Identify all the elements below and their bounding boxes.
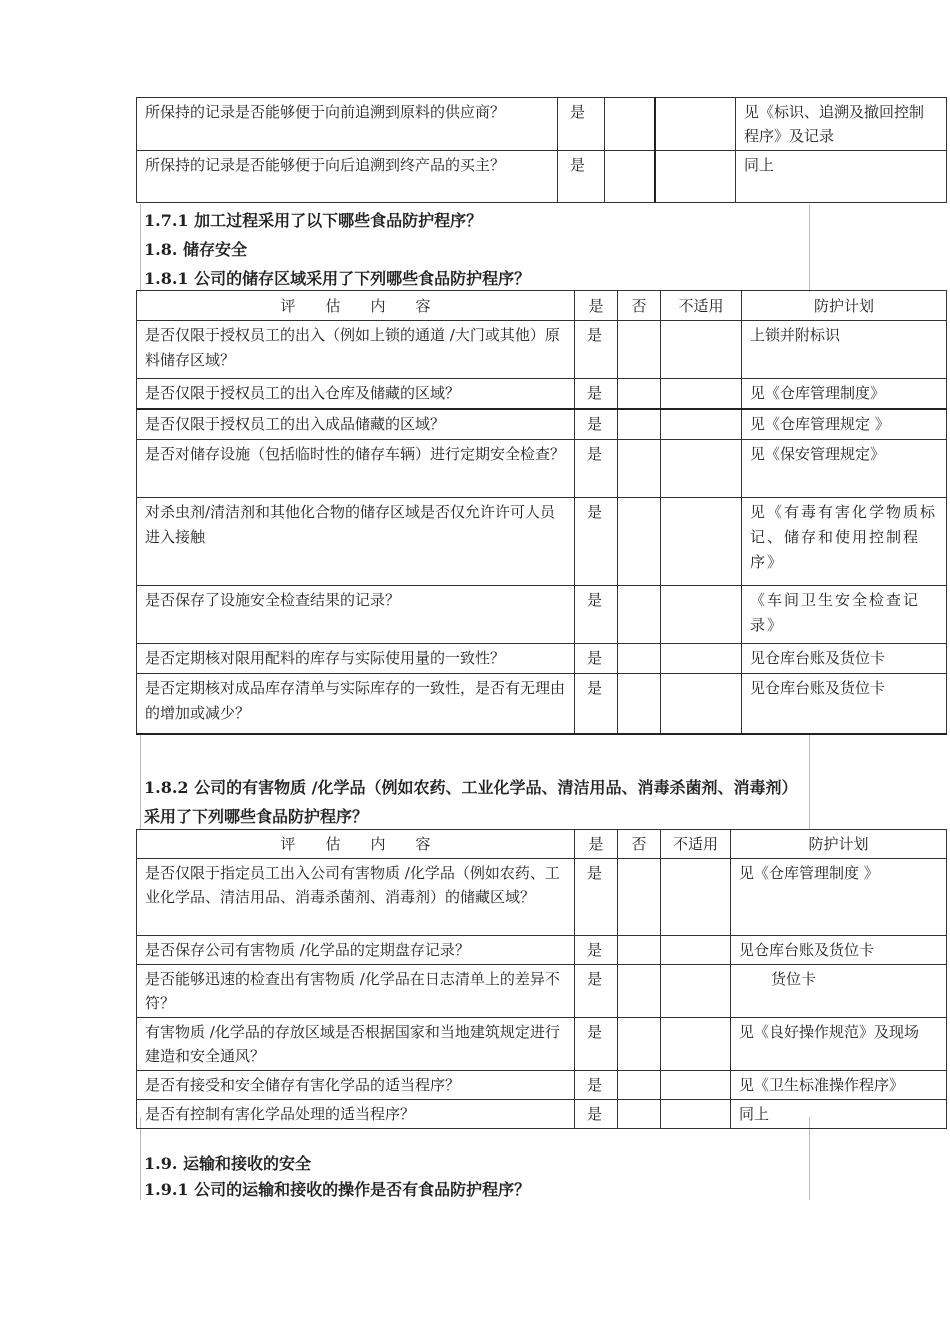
yes-cell: 是 <box>575 409 618 440</box>
no-cell <box>618 409 661 440</box>
heading-1-9-1: 1.9.1 公司的运输和接收的操作是否有食品防护程序？ <box>144 1180 531 1199</box>
hazardous-materials-table <box>136 829 947 1129</box>
no-cell <box>618 379 661 410</box>
heading-1-8-2: 1.8.2 公司的有害物质 /化学品（例如农药、工业化学品、清洁用品、消毒杀菌剂、消毒剂）采用了下列哪些食品防护程序？ <box>144 778 798 826</box>
content-cell: 是否能够迅速的检查出有害物质 /化学品在日志清单上的差异不符？ <box>137 965 575 1018</box>
no-cell <box>618 1100 661 1129</box>
yes-cell: 是 <box>575 1100 618 1129</box>
yes-cell: 是 <box>575 440 618 498</box>
na-cell <box>655 98 736 151</box>
na-cell <box>661 1100 731 1129</box>
content-cell: 是否保存公司有害物质 /化学品的定期盘存记录？ <box>137 936 575 965</box>
content-cell: 是否保存了设施安全检查结果的记录？ <box>137 586 575 644</box>
no-cell <box>618 586 661 644</box>
no-cell <box>618 644 661 674</box>
no-cell <box>618 1018 661 1071</box>
table-row <box>137 498 947 586</box>
plan-cell: 见《仓库管理规定 》 <box>742 409 947 440</box>
na-cell <box>661 965 731 1018</box>
plan-cell: 见《良好操作规范》及现场 <box>731 1018 947 1071</box>
yes-cell: 是 <box>575 498 618 586</box>
no-cell <box>618 859 661 936</box>
plan-cell: 见《仓库管理制度》 <box>742 379 947 410</box>
content-cell: 是否定期核对成品库存清单与实际库存的一致性，是否有无理由的增加或减少？ <box>137 674 575 734</box>
plan-cell: 见《标识、追溯及撤回控制程序》及记录 <box>736 98 947 151</box>
table-row <box>137 98 947 151</box>
no-cell <box>605 98 655 151</box>
header-no: 否 <box>618 291 661 321</box>
na-cell <box>661 440 742 498</box>
yes-cell: 是 <box>575 586 618 644</box>
table-row <box>137 644 947 674</box>
header-yes: 是 <box>575 830 618 859</box>
yes-cell: 是 <box>575 674 618 734</box>
table-row <box>137 409 947 440</box>
table-row <box>137 965 947 1018</box>
table-row <box>137 1100 947 1129</box>
na-cell <box>661 644 742 674</box>
na-cell <box>661 379 742 410</box>
no-cell <box>618 1071 661 1100</box>
header-plan: 防护计划 <box>731 830 947 859</box>
no-cell <box>605 151 655 203</box>
header-no: 否 <box>618 830 661 859</box>
content-cell: 是否仅限于指定员工出入公司有害物质 /化学品（例如农药、工业化学品、清洁用品、消毒杀菌剂、消毒剂）的储藏区域？ <box>137 859 575 936</box>
heading-1-8: 1.8. 储存安全 <box>144 240 247 259</box>
table-row <box>137 936 947 965</box>
table-row <box>137 674 947 734</box>
yes-cell: 是 <box>575 1018 618 1071</box>
header-yes: 是 <box>575 291 618 321</box>
table-row <box>137 379 947 410</box>
plan-cell: 同上 <box>736 151 947 203</box>
yes-cell: 是 <box>575 321 618 379</box>
plan-cell: 见仓库台账及货位卡 <box>731 936 947 965</box>
yes-cell: 是 <box>575 859 618 936</box>
plan-cell: 货位卡 <box>731 965 947 1018</box>
table-header-row <box>137 291 947 321</box>
content-cell: 是否仅限于授权员工的出入成品储藏的区域？ <box>137 409 575 440</box>
content-cell: 所保持的记录是否能够便于向后追溯到终产品的买主？ <box>137 151 558 203</box>
plan-cell: 见《有毒有害化学物质标记、储存和使用控制程序》 <box>742 498 947 586</box>
table-row <box>137 859 947 936</box>
yes-cell: 是 <box>575 644 618 674</box>
yes-cell: 是 <box>575 1071 618 1100</box>
table-row <box>137 586 947 644</box>
no-cell <box>618 674 661 734</box>
no-cell <box>618 321 661 379</box>
na-cell <box>661 674 742 734</box>
content-cell: 是否有控制有害化学品处理的适当程序？ <box>137 1100 575 1129</box>
content-cell: 是否对储存设施（包括临时性的储存车辆）进行定期安全检查？ <box>137 440 575 498</box>
content-cell: 是否定期核对限用配料的库存与实际使用量的一致性？ <box>137 644 575 674</box>
header-na: 不适用 <box>661 291 742 321</box>
traceability-table <box>136 97 947 203</box>
header-content: 评 估 内 容 <box>137 291 575 321</box>
plan-cell: 见仓库台账及货位卡 <box>742 644 947 674</box>
yes-cell: 是 <box>575 936 618 965</box>
plan-cell: 上锁并附标识 <box>742 321 947 379</box>
table-row <box>137 151 947 203</box>
na-cell <box>661 498 742 586</box>
na-cell <box>661 586 742 644</box>
heading-1-9: 1.9. 运输和接收的安全 <box>144 1154 311 1173</box>
plan-cell: 《车间卫生安全检查记录》 <box>742 586 947 644</box>
no-cell <box>618 965 661 1018</box>
table-row <box>137 321 947 379</box>
header-content: 评 估 内 容 <box>137 830 575 859</box>
plan-cell: 见仓库台账及货位卡 <box>742 674 947 734</box>
content-cell: 是否仅限于授权员工的出入（例如上锁的通道 /大门或其他）原料储存区域？ <box>137 321 575 379</box>
heading-1-7-1: 1.7.1 加工过程采用了以下哪些食品防护程序？ <box>144 211 483 230</box>
plan-cell: 见《保安管理规定》 <box>742 440 947 498</box>
na-cell <box>661 321 742 379</box>
content-cell: 是否仅限于授权员工的出入仓库及储藏的区域？ <box>137 379 575 410</box>
na-cell <box>661 859 731 936</box>
content-cell: 所保持的记录是否能够便于向前追溯到原料的供应商？ <box>137 98 558 151</box>
na-cell <box>661 409 742 440</box>
no-cell <box>618 936 661 965</box>
yes-cell: 是 <box>558 98 605 151</box>
table-row <box>137 440 947 498</box>
table-row <box>137 1018 947 1071</box>
header-plan: 防护计划 <box>742 291 947 321</box>
content-cell: 是否有接受和安全储存有害化学品的适当程序？ <box>137 1071 575 1100</box>
na-cell <box>655 151 736 203</box>
yes-cell: 是 <box>575 965 618 1018</box>
table-header-row <box>137 830 947 859</box>
na-cell <box>661 936 731 965</box>
header-na: 不适用 <box>661 830 731 859</box>
plan-cell: 见《仓库管理制度 》 <box>731 859 947 936</box>
plan-cell: 见《卫生标准操作程序》 <box>731 1071 947 1100</box>
table-row <box>137 1071 947 1100</box>
na-cell <box>661 1018 731 1071</box>
no-cell <box>618 498 661 586</box>
plan-cell: 同上 <box>731 1100 947 1129</box>
heading-1-8-1: 1.8.1 公司的储存区域采用了下列哪些食品防护程序？ <box>144 269 531 288</box>
storage-area-table <box>136 290 947 735</box>
content-cell: 对杀虫剂/清洁剂和其他化合物的储存区域是否仅允许许可人员进入接触 <box>137 498 575 586</box>
na-cell <box>661 1071 731 1100</box>
no-cell <box>618 440 661 498</box>
yes-cell: 是 <box>575 379 618 410</box>
yes-cell: 是 <box>558 151 605 203</box>
content-cell: 有害物质 /化学品的存放区域是否根据国家和当地建筑规定进行建造和安全通风？ <box>137 1018 575 1071</box>
